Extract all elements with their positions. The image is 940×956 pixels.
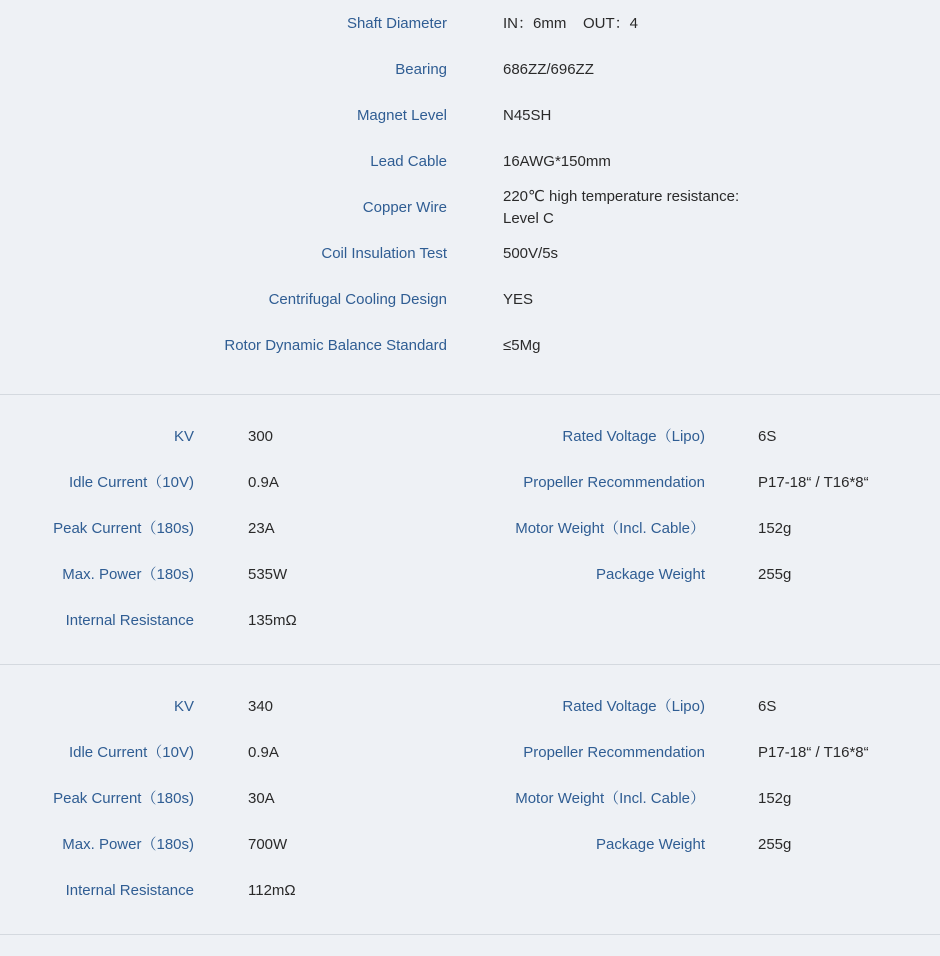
package-weight-value: 255g [758,566,792,583]
idle-current-label: Idle Current（10V) [68,474,194,491]
spec-value-bearing: 686ZZ/696ZZ [503,61,594,78]
internal-resistance-label: Internal Resistance [65,882,194,899]
spec-value-copper-wire-line1: 220℃ high temperature resistance: [503,188,740,205]
spec-label-centrifugal-cooling: Centrifugal Cooling Design [268,291,447,308]
idle-current-value: 0.9A [248,744,279,761]
section-divider [0,934,940,935]
propeller-value: P17-18“ / T16*8“ [758,744,869,761]
rated-voltage-label: Rated Voltage（Lipo) [562,428,705,445]
kv-value: 340 [248,698,274,715]
spec-value-centrifugal-cooling: YES [503,291,534,308]
spec-value-shaft-diameter: IN：6mm OUT：4 [503,15,639,32]
motor-weight-value: 152g [758,790,792,807]
spec-label-lead-cable: Lead Cable [370,153,447,170]
spec-label-magnet-level: Magnet Level [356,107,447,124]
rated-voltage-value: 6S [758,698,777,715]
package-weight-value: 255g [758,836,792,853]
max-power-label: Max. Power（180s) [62,566,194,583]
kv-label: KV [173,428,194,445]
motor-weight-label: Motor Weight（Incl. Cable） [515,520,705,537]
spec-value-lead-cable: 16AWG*150mm [503,153,611,170]
spec-label-bearing: Bearing [395,61,447,78]
internal-resistance-label: Internal Resistance [65,612,194,629]
spec-value-copper-wire-line2: Level C [503,210,554,227]
max-power-value: 700W [248,836,288,853]
package-weight-label: Package Weight [596,836,705,853]
peak-current-value: 30A [248,790,275,807]
spec-value-magnet-level: N45SH [503,107,552,124]
peak-current-label: Peak Current（180s) [53,790,194,807]
idle-current-value: 0.9A [248,474,279,491]
peak-current-value: 23A [248,520,275,537]
motor-weight-value: 152g [758,520,792,537]
propeller-label: Propeller Recommendation [523,744,705,761]
peak-current-label: Peak Current（180s) [53,520,194,537]
motor-weight-label: Motor Weight（Incl. Cable） [515,790,705,807]
internal-resistance-value: 135mΩ [248,612,297,629]
section-divider [0,394,940,395]
spec-value-coil-insulation-test: 500V/5s [503,245,559,262]
idle-current-label: Idle Current（10V) [68,744,194,761]
spec-label-shaft-diameter: Shaft Diameter [346,15,447,32]
spec-label-coil-insulation-test: Coil Insulation Test [321,245,447,262]
spec-label-rotor-balance: Rotor Dynamic Balance Standard [224,337,447,354]
propeller-label: Propeller Recommendation [523,474,705,491]
section-divider [0,664,940,665]
spec-label-copper-wire: Copper Wire [362,199,447,216]
internal-resistance-value: 112mΩ [248,882,296,899]
max-power-value: 535W [248,566,288,583]
kv-value: 300 [248,428,274,445]
rated-voltage-value: 6S [758,428,777,445]
kv-label: KV [173,698,194,715]
max-power-label: Max. Power（180s) [62,836,194,853]
package-weight-label: Package Weight [596,566,705,583]
propeller-value: P17-18“ / T16*8“ [758,474,869,491]
rated-voltage-label: Rated Voltage（Lipo) [562,698,705,715]
spec-value-rotor-balance: ≤5Mg [503,337,541,354]
